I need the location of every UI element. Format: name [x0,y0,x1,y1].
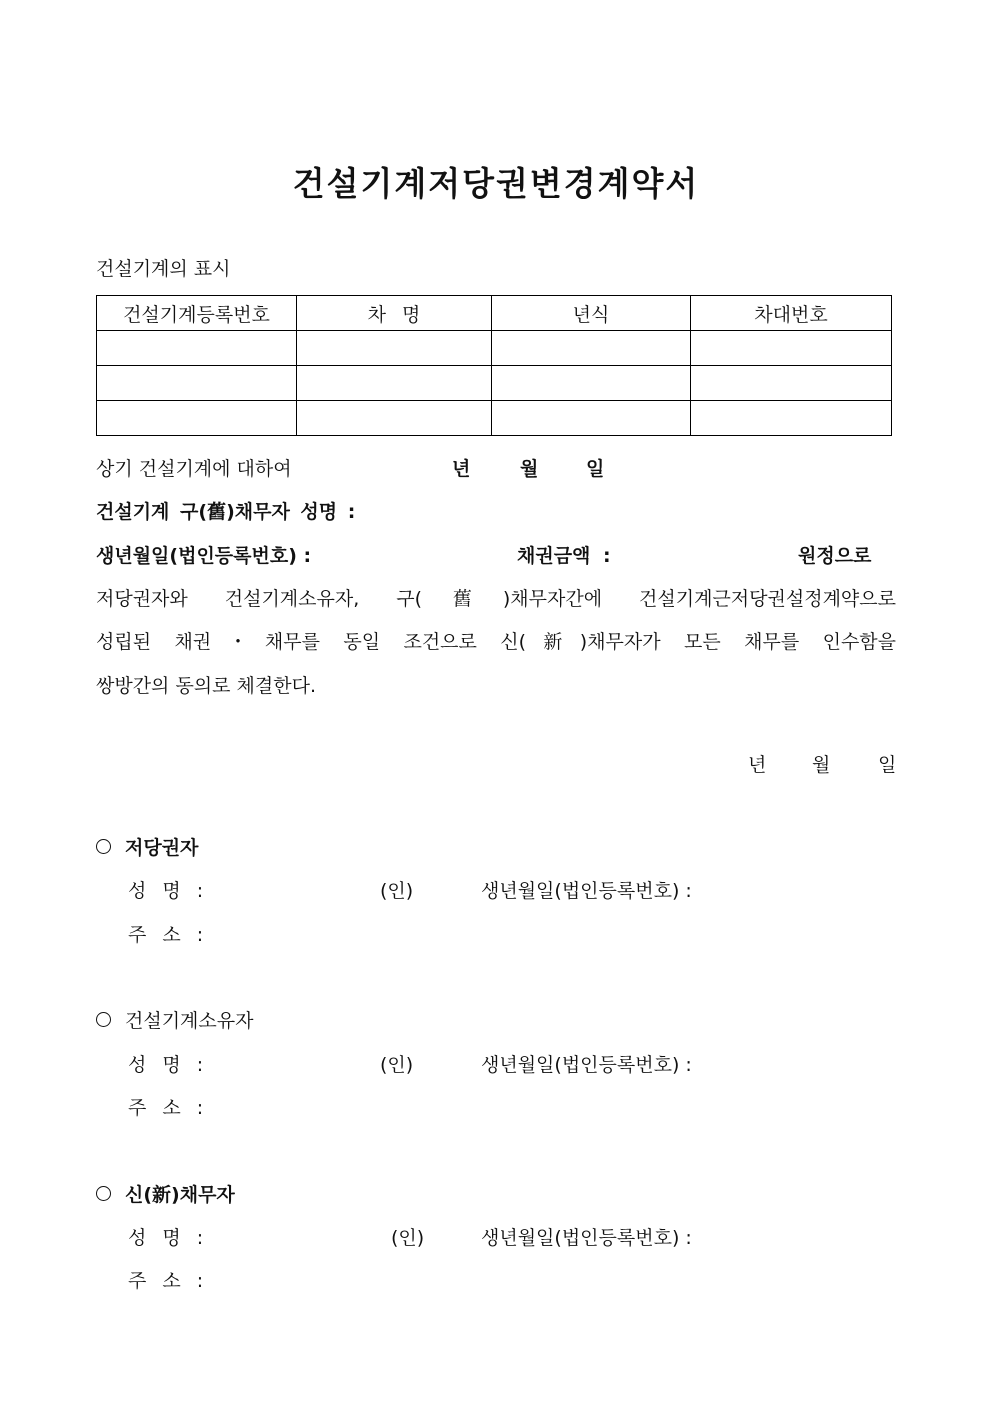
line1-month: 월 [520,458,539,480]
party-owner-heading [96,1006,253,1033]
paragraph-line-1: 저당권자와 건설기계소유자, 구(舊)채무자간에 건설기계근저당권설정계약으로 [96,588,896,610]
table-row [97,366,892,401]
party-new-debtor-heading [96,1180,235,1207]
line1-year: 년 [452,458,471,480]
col-header-vehicle-name: 차 명 [297,296,492,331]
table-cell[interactable] [691,401,892,436]
line1-prefix: 상기 건설기계에 대하여 [96,458,292,480]
line1-day: 일 [586,458,605,480]
party-birth-label: 생년월일(법인등록번호) : [481,880,692,902]
col-header-model-year: 년식 [492,296,691,331]
party-heading-text: 신(新)채무자 [125,1184,235,1206]
circle-bullet-icon [96,1186,111,1201]
party-name-label: 성 명 : [128,1054,204,1076]
party-seal: (인) [380,1054,414,1076]
date-year: 년 [748,754,767,776]
table-cell[interactable] [691,331,892,366]
circle-bullet-icon [96,839,111,854]
party-address-label: 주 소 : [128,1270,204,1292]
table-cell[interactable] [97,401,297,436]
table-cell[interactable] [492,331,691,366]
table-cell[interactable] [297,401,492,436]
birth-label: 생년월일(법인등록번호) : [96,545,312,567]
table-cell[interactable] [97,366,297,401]
party-mortgagee-heading [96,833,198,860]
table-header-row [97,296,892,331]
paragraph-line-2: 성립된 채권・채무를 동일 조건으로 신(新)채무자가 모든 채무를 인수함을 [96,631,896,653]
table-row [97,401,892,436]
party-address-label: 주 소 : [128,924,204,946]
party-name-label: 성 명 : [128,1227,204,1249]
amount-label: 채권금액 : [517,545,611,567]
table-cell[interactable] [297,366,492,401]
table-row [97,331,892,366]
party-seal: (인) [380,880,414,902]
col-header-registration-number: 건설기계등록번호 [97,296,297,331]
machine-section-heading: 건설기계의 표시 [96,258,231,280]
date-month: 월 [812,754,831,776]
table-cell[interactable] [297,331,492,366]
table-cell[interactable] [691,366,892,401]
party-birth-label: 생년월일(법인등록번호) : [481,1227,692,1249]
paragraph-line-3: 쌍방간의 동의로 체결한다. [96,675,317,697]
party-heading-text: 건설기계소유자 [125,1010,254,1032]
col-header-chassis-number: 차대번호 [691,296,892,331]
date-day: 일 [878,754,897,776]
machine-table [96,295,892,436]
table-cell[interactable] [492,366,691,401]
party-birth-label: 생년월일(법인등록번호) : [481,1054,692,1076]
party-address-label: 주 소 : [128,1097,204,1119]
old-debtor-label: 건설기계 구(舊)채무자 성명 : [96,501,356,523]
table-cell[interactable] [492,401,691,436]
amount-suffix: 원정으로 [798,545,872,567]
party-heading-text: 저당권자 [125,837,199,859]
circle-bullet-icon [96,1012,111,1027]
party-name-label: 성 명 : [128,880,204,902]
document-title: 건설기계저당권변경계약서 [292,164,700,203]
party-seal: (인) [391,1227,425,1249]
table-cell[interactable] [97,331,297,366]
